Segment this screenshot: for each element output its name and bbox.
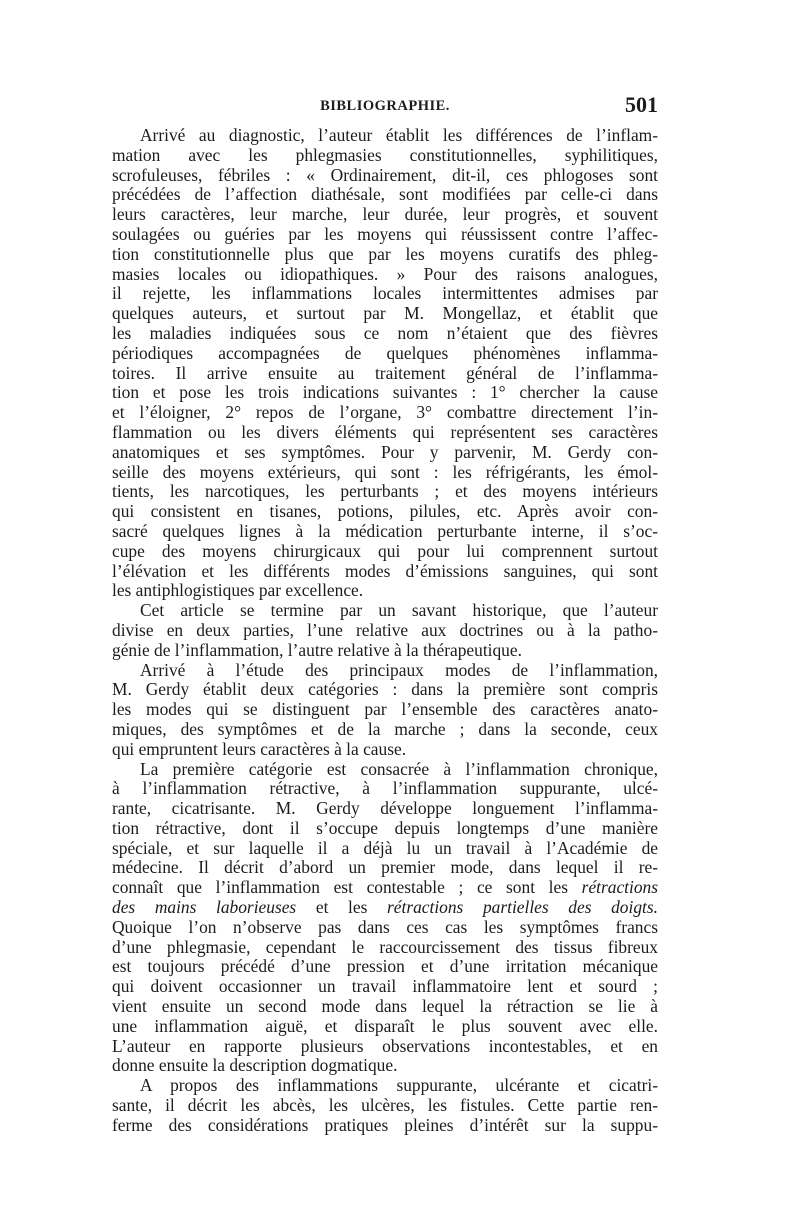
paragraph-2 [112,601,658,660]
text-line: miques, des symptômes et de la marche ; dans la seconde, ceux [112,718,658,739]
text-line: toires. Il arrive ensuite au traitement général de l’inflamma- [112,362,658,383]
running-head [112,92,658,126]
text-line-with-italic [112,878,658,898]
text-line: rante, cicatrisante. M. Gerdy développe longuement l’inflamma- [112,798,658,819]
text-line: leurs caractères, leur marche, leur durée, leur progrès, et souvent [112,204,658,225]
text-line: les antiphlogistiques par excellence. [112,580,364,601]
paragraph-3 [112,661,658,760]
text-line: sacré quelques lignes à la médication perturbante interne, il s’oc- [112,520,658,541]
text-line: scrofuleuses, fébriles : « Ordinairement, dit-il, ces phlogoses sont [112,164,658,185]
text-line: mation avec les phlegmasies constitutionnelles, syphilitiques, [112,144,658,165]
italic-term: rétractions [581,877,658,898]
text-line: Quoique l’on n’observe pas dans ces cas les symptômes francs [112,916,658,937]
text-line: ferme des considérations pratiques pleines d’intérêt sur la suppu- [112,1114,658,1135]
text-line: divise en deux parties, l’une relative aux doctrines ou à la patho- [112,619,658,640]
text-line: à l’inflammation rétractive, à l’inflammation suppurante, ulcé- [112,778,658,799]
text-line: périodiques accompagnées de quelques phénomènes inflamma- [112,342,658,363]
text-line: anatomiques et ses symptômes. Pour y parvenir, M. Gerdy con- [112,441,658,462]
text-line: Arrivé au diagnostic, l’auteur établit les différences de l’inflam- [140,125,658,145]
text-line: médecine. Il décrit d’abord un premier mode, dans lequel il re- [112,857,658,878]
text-line: qui empruntent leurs caractères à la cause. [112,738,407,759]
text-line: tion et pose les trois indications suivantes : 1° chercher la cause [112,382,658,403]
text-line: La première catégorie est consacrée à l’inflammation chronique, [140,758,658,779]
text-line: qui doivent occasionner un travail inflammatoire lent et sourd ; [112,976,658,997]
text-line: soulagées ou guéries par les moyens qui réussissent contre l’affec- [112,223,658,244]
text-line: génie de l’inflammation, l’autre relative à la thérapeutique. [112,639,522,660]
text-line: A propos des inflammations suppurante, ulcérante et cicatri- [140,1075,658,1096]
paragraph-4 [112,760,658,1077]
running-title: BIBLIOGRAPHIE. [320,98,450,114]
text-line: flammation ou les divers éléments qui représentent ses caractères [112,421,658,442]
text-line: spéciale, et sur laquelle il a déjà lu un travail à l’Académie de [112,837,658,858]
text-line: une inflammation aiguë, et disparaît le plus souvent avec elle. [112,1015,658,1036]
text-line: L’auteur en rapporte plusieurs observations incontestables, et en [112,1035,658,1056]
text-line: d’une phlegmasie, cependant le raccourcissement des tissus fibreux [112,936,658,957]
italic-term: des mains laborieuses [112,897,297,918]
text-line: les modes qui se distinguent par l’ensemble des caractères anato- [112,699,658,720]
text-line: donne ensuite la description dogmatique. [112,1055,398,1076]
text-line: tients, les narcotiques, les perturbants ; et des moyens intérieurs [112,481,658,502]
text-line: Cet article se termine par un savant historique, que l’auteur [140,600,658,621]
body-text [112,126,658,1136]
text-line: M. Gerdy établit deux catégories : dans la première sont compris [112,679,658,700]
paragraph-1 [112,126,658,601]
text-line: sante, il décrit les abcès, les ulcères, les fistules. Cette partie ren- [112,1095,658,1116]
text-line: précédées de l’affection diathésale, sont modifiées par celle-ci dans [112,184,658,205]
paragraph-5 [112,1076,658,1135]
text-line: et l’éloigner, 2° repos de l’organe, 3° combattre directement l’in- [112,402,658,423]
text-line: Arrivé à l’étude des principaux modes de l’inflammation, [140,659,658,680]
text-fragment: connaît que l’inflammation est contestable ; ce sont les [112,877,582,898]
text-line: qui consistent en tisanes, potions, pilules, etc. Après avoir con- [112,501,658,522]
text-line: cupe des moyens chirurgicaux qui pour lui comprennent surtout [112,540,658,561]
text-line: est toujours précédé d’une pression et d’une irritation mécanique [112,956,658,977]
text-line: seille des moyens extérieurs, qui sont : les réfrigérants, les émol- [112,461,658,482]
text-line: tion constitutionnelle plus que par les moyens curatifs des phleg- [112,243,658,264]
text-line: les maladies indiquées sous ce nom n’étaient que des fièvres [112,322,658,343]
text-line: quelques auteurs, et surtout par M. Mongellaz, et établit que [112,303,658,324]
text-line: l’élévation et les différents modes d’émissions sanguines, qui sont [112,560,658,581]
italic-term: rétractions partielles des doigts. [387,897,658,918]
text-line: il rejette, les inflammations locales intermittentes admises par [112,283,658,304]
text-line-with-italic [112,898,658,918]
text-line: vient ensuite un second mode dans lequel la rétraction se lie à [112,996,658,1017]
book-page [112,92,658,1136]
text-line: masies locales ou idiopathiques. » Pour des raisons analogues, [112,263,658,284]
text-line: tion rétractive, dont il s’occupe depuis longtemps d’une manière [112,817,658,838]
text-fragment: et les [296,897,387,918]
page-number: 501 [625,92,658,117]
